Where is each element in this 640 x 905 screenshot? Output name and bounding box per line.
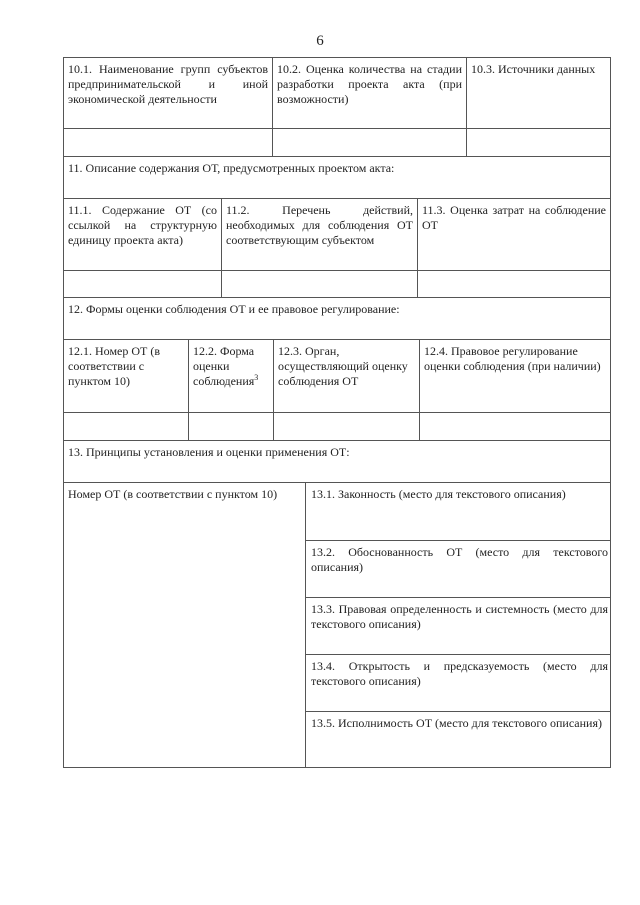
- section10-col3-header: 10.3. Источники данных: [466, 58, 610, 128]
- section10-col1-header: 10.1. Наименование групп субъектов предпринимательской и иной экономической деятельности: [68, 62, 268, 106]
- section11-title: 11. Описание содержания ОТ, предусмотренных проектом акта:: [68, 161, 395, 175]
- section10-col2-header: 10.2. Оценка количества на стадии разработки проекта акта (при возможности): [272, 58, 466, 128]
- page-number: 6: [316, 33, 324, 49]
- principle-feasibility: 13.5. Исполнимость ОТ (место для текстового описания): [306, 711, 610, 766]
- section10-col1-cell[interactable]: [64, 129, 272, 156]
- principle-validity: 13.2. Обоснованность ОТ (место для текстового описания): [306, 540, 610, 597]
- section11-col2-cell[interactable]: [221, 271, 417, 297]
- section10-col2-cell[interactable]: [272, 129, 466, 156]
- section12-col2-label: 12.2. Форма оценки соблюдения: [193, 344, 255, 388]
- section12-col1-header: 12.1. Номер ОТ (в соответствии с пунктом 10): [68, 344, 161, 388]
- section12-title: 12. Формы оценки соблюдения ОТ и ее правовое регулирование:: [68, 302, 400, 316]
- principle-certainty: 13.3. Правовая определенность и системность (место для текстового описания): [306, 597, 610, 654]
- section12-col2-cell[interactable]: [188, 413, 273, 440]
- section10-header-row: [63, 57, 611, 129]
- section11-col3-header: 11.3. Оценка затрат на соблюдение ОТ: [417, 199, 610, 270]
- section11-col3-cell[interactable]: [417, 271, 610, 297]
- footnote-marker: 3: [254, 373, 259, 382]
- section11-col1-header: 11.1. Содержание ОТ (со ссылкой на структурную единицу проекта акта): [68, 203, 217, 247]
- section12-col4-header: 12.4. Правовое регулирование оценки соблюдения (при наличии): [419, 340, 610, 412]
- principle-legality: 13.1. Законность (место для текстового описания): [311, 487, 566, 501]
- section13-title-row: [63, 441, 611, 483]
- section12-title-row: [63, 298, 611, 340]
- section11-title-row: [63, 157, 611, 199]
- section13-principles: [306, 483, 610, 767]
- section13-left-header: Номер ОТ (в соответствии с пунктом 10): [64, 483, 306, 767]
- section13-body: [63, 483, 611, 768]
- section10-empty-row: [63, 129, 611, 157]
- form-table: [63, 57, 611, 768]
- section11-header-row: [63, 199, 611, 271]
- section12-col4-cell[interactable]: [419, 413, 610, 440]
- section11-col1-cell[interactable]: [64, 271, 221, 297]
- section12-empty-row: [63, 413, 611, 441]
- section10-col3-cell[interactable]: [466, 129, 610, 156]
- principle-openness: 13.4. Открытость и предсказуемость (место для текстового описания): [306, 654, 610, 711]
- section12-col2-header: [188, 340, 273, 412]
- section13-title: 13. Принципы установления и оценки применения ОТ:: [68, 445, 350, 459]
- section12-col3-header: 12.3. Орган, осуществляющий оценку соблюдения ОТ: [273, 340, 419, 412]
- section11-col2-header: 11.2. Перечень действий, необходимых для соблюдения ОТ соответствующим субъектом: [221, 199, 417, 270]
- section12-header-row: [63, 340, 611, 413]
- section12-col1-cell[interactable]: [64, 413, 188, 440]
- section12-col3-cell[interactable]: [273, 413, 419, 440]
- section11-empty-row: [63, 271, 611, 298]
